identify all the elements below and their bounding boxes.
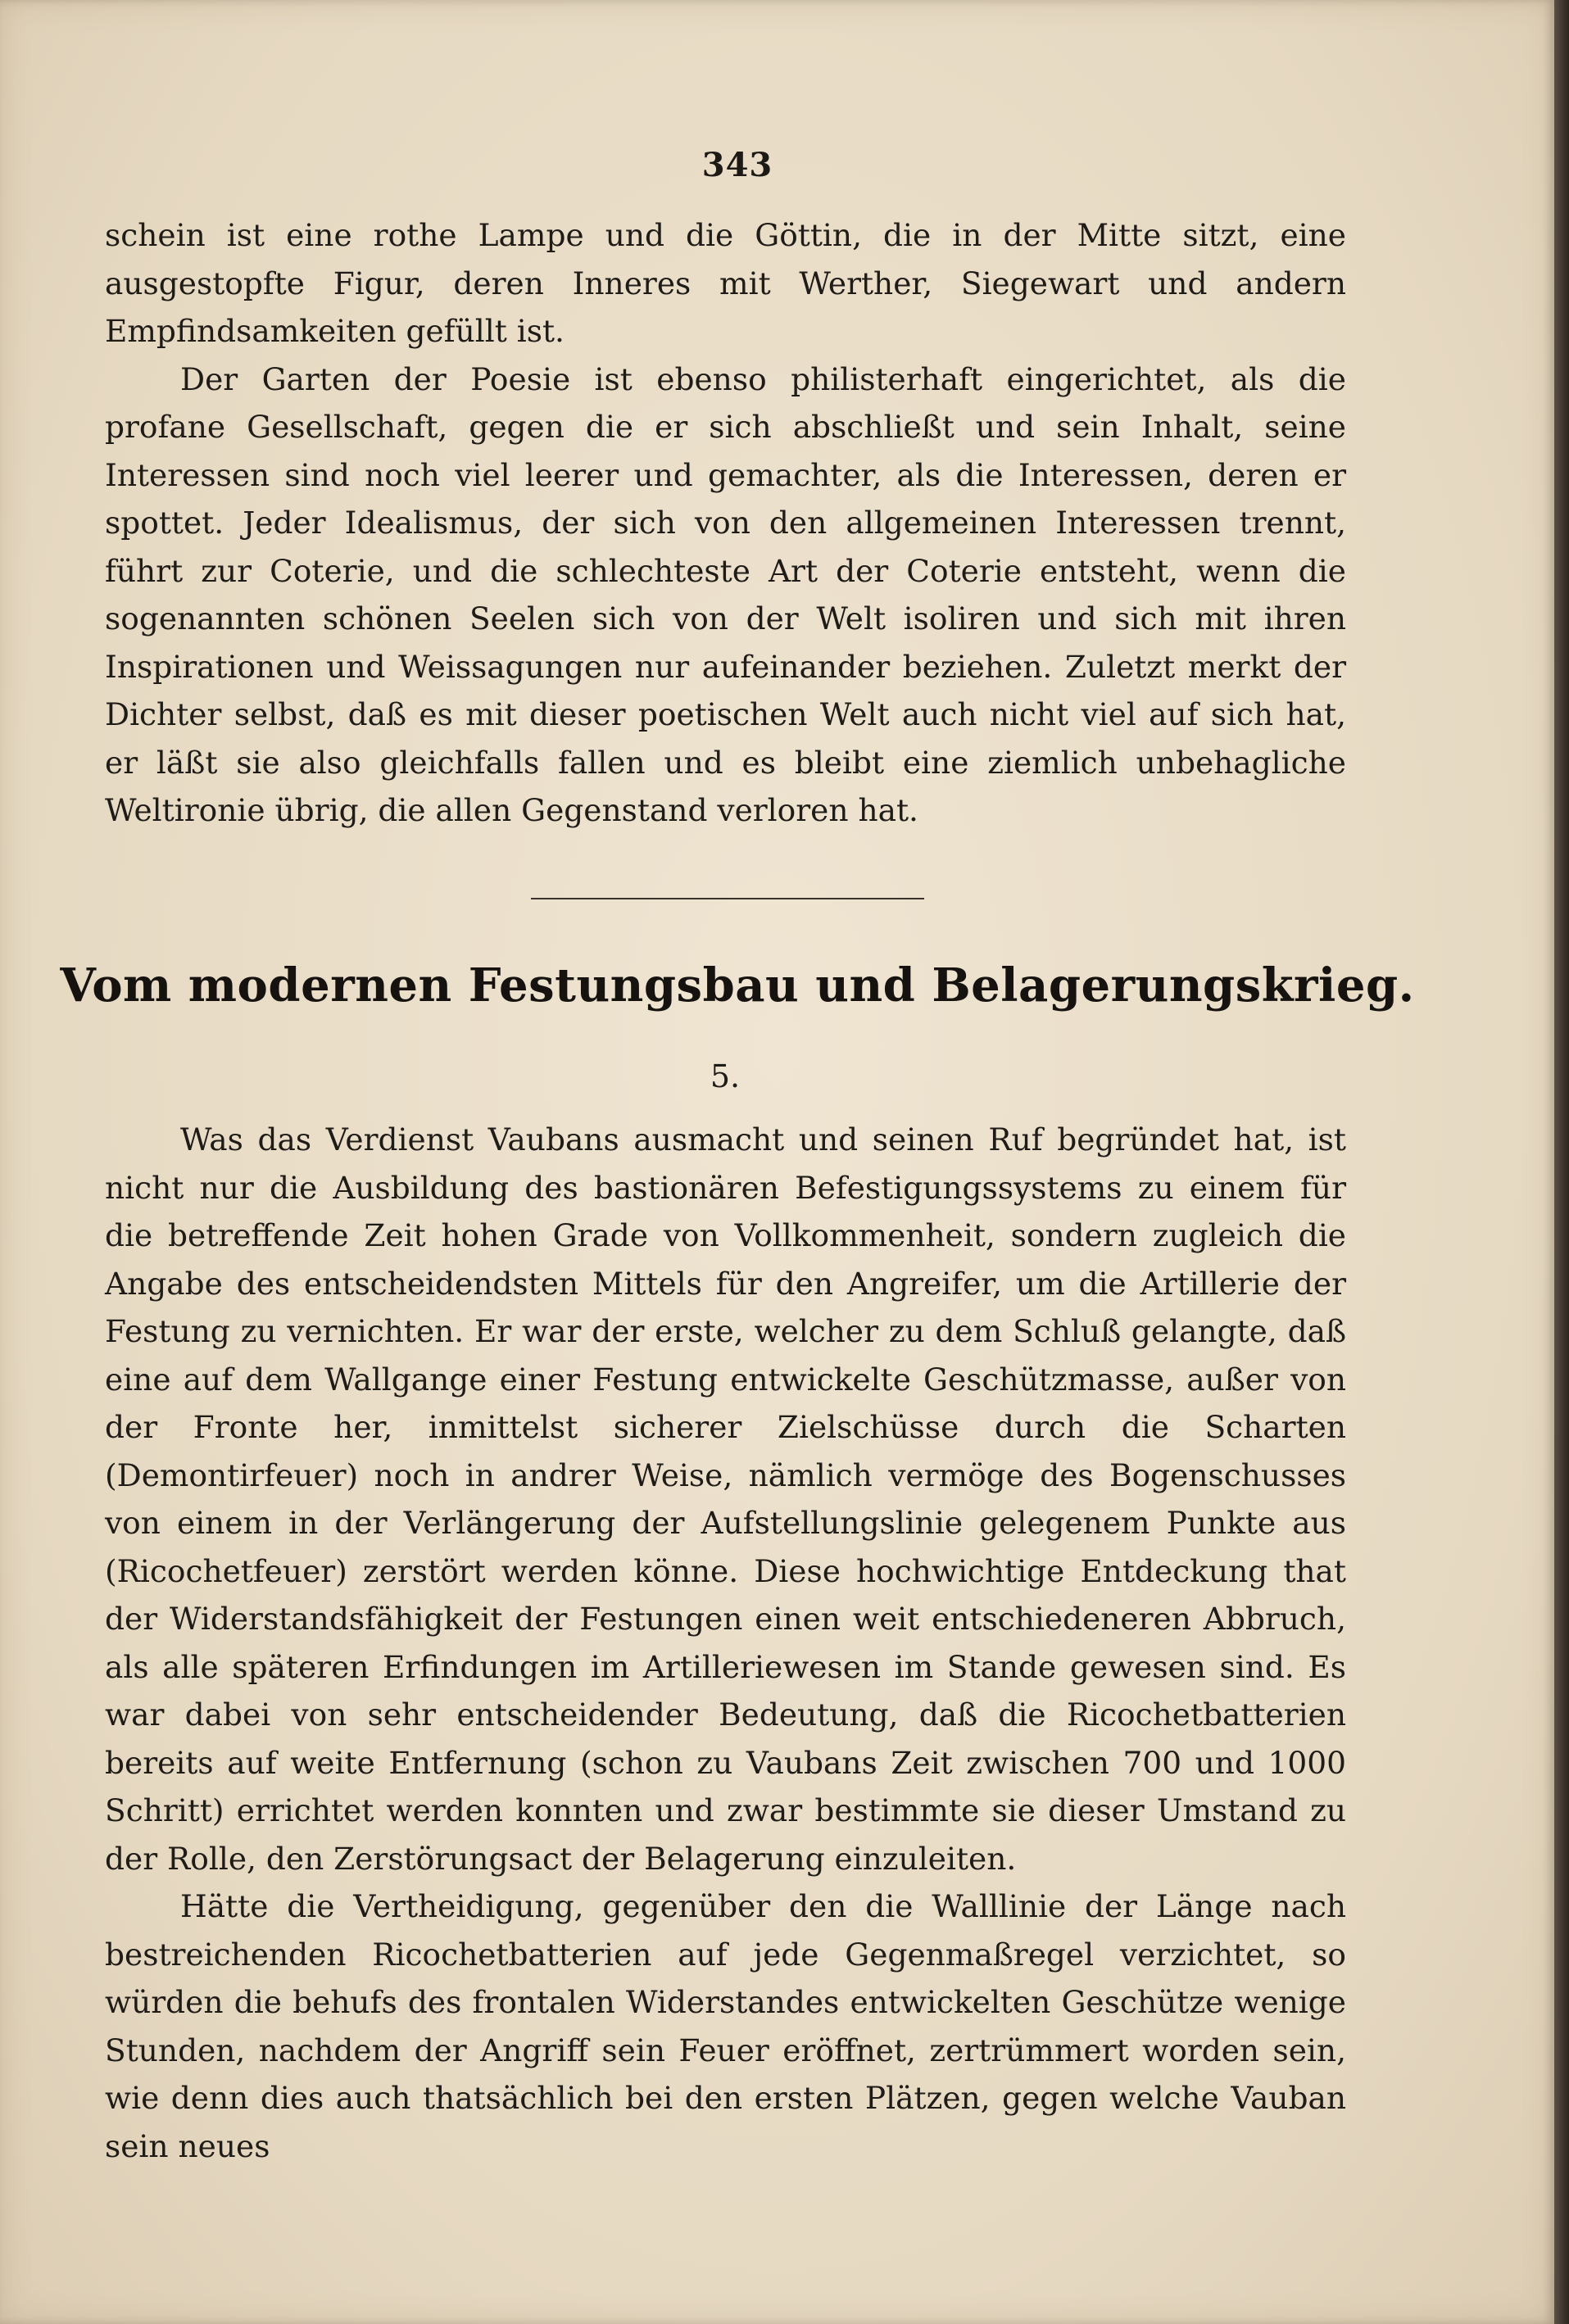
chapter-heading: Vom modernen Festungsbau und Belagerungskrieg.: [60, 958, 1415, 1013]
paragraph: Der Garten der Poesie ist ebenso philisterhaft eingerichtet, als die profane Gesellschaft, gegen die er sich abschließt und sein Inhalt, seine Interessen sind noch viel leerer und gemachter, als die Interessen, deren er spottet. Jeder Idealismus, der sich von den allgemeinen Interessen trennt, führt zur Coterie, und die schlechteste Art der Coterie entsteht, wenn die sogenannten schönen Seelen sich von der Welt isoliren und sich mit ihren Inspirationen und Weissagungen nur aufeinander beziehen. Zuletzt merkt der Dichter selbst, daß es mit dieser poetischen Welt auch nicht viel auf sich hat, er läßt sie also gleichfalls fallen und es bleibt eine ziemlich unbehagliche Weltironie übrig, die allen Gegenstand verloren hat.: [105, 360, 1346, 828]
page-number: 343: [701, 146, 773, 184]
paragraph: Was das Verdienst Vaubans ausmacht und seinen Ruf begründet hat, ist nicht nur die Ausbildung des bastionären Befestigungssystems zu einem für die betreffende Zeit hohen Grade von Vollkommenheit, sondern zugleich die Angabe des entscheidendsten Mittels für den Angreifer, um die Artillerie der Festung zu vernichten. Er war der erste, welcher zu dem Schluß gelangte, daß eine auf dem Wallgange einer Festung entwickelte Geschützmasse, außer von der Fronte her, inmittelst sicherer Zielschüsse durch die Scharten (Demontirfeuer) noch in andrer Weise, nämlich vermöge des Bogenschusses von einem in der Verlängerung der Aufstellungslinie gelegenem Punkte aus (Ricochetfeuer) zerstört werden könne. Diese hochwichtige Entdeckung that der Widerstandsfähigkeit der Festungen einen weit entschiedeneren Abbruch, als alle späteren Erfindungen im Artilleriewesen im Stande gewesen sind. Es war dabei von sehr entscheidender Bedeutung, daß die Ricochetbatterien bereits auf weite Entfernung (schon zu Vaubans Zeit zwischen 700 und 1000 Schritt) errichtet werden konnten und zwar bestimmte sie dieser Umstand zu der Rolle, den Zerstörungsact der Belagerung einzuleiten.: [105, 1121, 1346, 1877]
section-divider: [531, 898, 924, 899]
page-edge: [1554, 0, 1569, 2324]
text-block-top: [105, 211, 1346, 835]
text-block-bottom: [105, 1116, 1346, 2170]
section-number: 5.: [710, 1058, 741, 1094]
paragraph: Hätte die Vertheidigung, gegenüber den die Walllinie der Länge nach bestreichenden Ricochetbatterien auf jede Gegenmaßregel verzichtet, so würden die behufs des frontalen Widerstandes entwickelten Geschütze wenige Stunden, nachdem der Angriff sein Feuer eröffnet, zertrümmert worden sein, wie denn dies auch thatsächlich bei den ersten Plätzen, gegen welche Vauban sein neues: [105, 1888, 1346, 2164]
paragraph: schein ist eine rothe Lampe und die Göttin, die in der Mitte sitzt, eine ausgestopfte Figur, deren Inneres mit Werther, Siegewart und andern Empfindsamkeiten gefüllt ist.: [105, 217, 1346, 349]
